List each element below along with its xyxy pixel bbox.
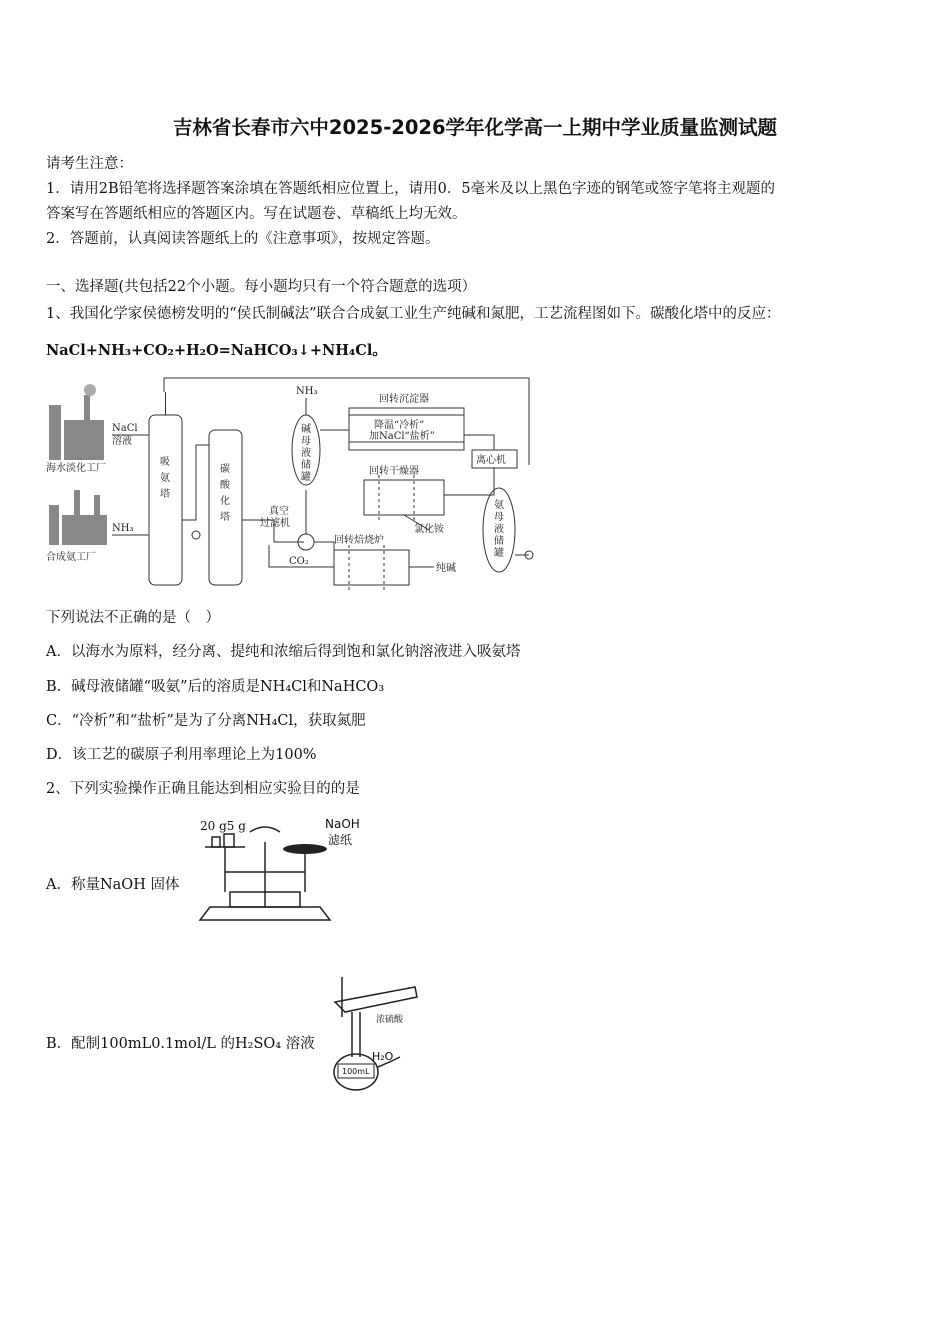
notice-item-1b: 答案写在答题纸相应的答题区内。写在试题卷、草稿纸上均无效。 xyxy=(46,206,467,222)
tank1-char-3: 液 xyxy=(301,448,311,459)
question-1-reaction: NaCl+NH₃+CO₂+H₂O=NaHCO₃↓+NH₄Cl。 xyxy=(46,342,387,359)
rotary-furnace xyxy=(334,550,409,585)
option-1d: D．该工艺的碳原子利用率理论上为100% xyxy=(46,747,317,763)
tower1-char-1: 吸 xyxy=(160,457,170,468)
tank1-char-4: 储 xyxy=(301,460,311,471)
naoh-pellets xyxy=(283,844,327,854)
tank1-char-5: 罐 xyxy=(301,472,311,483)
balance-illustration xyxy=(190,812,375,927)
filter-paper-label: 滤纸 xyxy=(328,833,353,847)
tank2-char-2: 母 xyxy=(494,512,504,523)
furnace-label: 回转焙烧炉 xyxy=(334,535,384,546)
flask-mark: 100mL xyxy=(342,1067,370,1076)
soda-label: 纯碱 xyxy=(436,563,456,574)
option-1c: C．“冷析”和“盐析”是为了分离NH₄Cl，获取氮肥 xyxy=(46,713,366,729)
nh3-top-label: NH₃ xyxy=(296,386,318,397)
tank1-char-1: 碱 xyxy=(301,424,311,435)
precipitator-line-1: 降温“冷析” xyxy=(374,420,425,431)
plant2-label: 合成氨工厂 xyxy=(46,552,96,563)
nacl-label: NaCl xyxy=(112,423,138,434)
dryer-label: 回转干燥器 xyxy=(369,466,419,477)
vacuum-label-2: 过滤机 xyxy=(260,518,290,529)
water-label: H₂O xyxy=(372,1050,394,1063)
option-1b: B．碱母液储罐“吸氨”后的溶质是NH₄Cl和NaHCO₃ xyxy=(46,679,385,695)
precipitator-line-2: 加NaCl“盐析” xyxy=(369,431,435,442)
notice-item-1a: 1．请用2B铅笔将选择题答案涂填在答题纸相应位置上，请用0．5毫米及以上黑色字迹的钢笔或签字笔将主观题的 xyxy=(46,181,776,197)
process-flow-diagram xyxy=(44,370,544,595)
desalination-plant-icon xyxy=(49,384,104,460)
co2-label: CO₂ xyxy=(289,556,309,567)
option-2b: B．配制100mL0.1mol/L 的H₂SO₄ 溶液 xyxy=(46,1036,315,1052)
tank2-char-5: 罐 xyxy=(494,548,504,559)
rotary-dryer xyxy=(364,480,444,515)
page-title: 吉林省长春市六中2025-2026学年化学高一上期中学业质量监测试题 xyxy=(172,116,778,139)
option-2a: A．称量NaOH 固体 xyxy=(46,877,180,893)
acid-label: 浓硫酸 xyxy=(376,1015,404,1025)
precipitator-title: 回转沉淀器 xyxy=(379,394,429,405)
nh3-in-label: NH₃ xyxy=(112,523,134,534)
flask-illustration xyxy=(320,972,425,1102)
nh4cl-label: 氯化铵 xyxy=(414,524,444,535)
notice-heading: 请考生注意： xyxy=(46,156,133,172)
absorption-tower xyxy=(149,415,182,585)
carbonation-tower xyxy=(209,430,242,585)
nacl-solution-label: 溶液 xyxy=(112,436,132,447)
notice-item-2: 2．答题前，认真阅读答题纸上的《注意事项》，按规定答题。 xyxy=(46,231,440,247)
tank2-char-1: 氨 xyxy=(494,500,504,511)
tower2-char-3: 化 xyxy=(220,496,230,507)
tower2-char-1: 碳 xyxy=(220,464,230,475)
plant1-label: 海水淡化工厂 xyxy=(46,463,106,474)
ammonia-plant-icon xyxy=(49,490,107,545)
centrifuge-label: 离心机 xyxy=(476,455,506,466)
tower1-char-3: 塔 xyxy=(160,489,170,500)
tower1-char-2: 氨 xyxy=(160,473,170,484)
tower2-char-4: 塔 xyxy=(220,512,230,523)
tank2-char-4: 储 xyxy=(494,536,504,547)
section-heading: 一、选择题(共包括22个小题。每小题均只有一个符合题意的选项） xyxy=(46,279,477,295)
tower2-char-2: 酸 xyxy=(220,480,230,491)
weights-label: 20 g5 g xyxy=(200,819,246,833)
tank1-char-2: 母 xyxy=(301,436,311,447)
vacuum-label-1: 真空 xyxy=(269,506,289,517)
naoh-label: NaOH xyxy=(325,817,360,831)
tank2-char-3: 液 xyxy=(494,524,504,535)
question-1-stem: 1、我国化学家侯德榜发明的“侯氏制碱法”联合合成氨工业生产纯碱和氮肥，工艺流程图如下。碳酸化塔中的反应： xyxy=(46,306,781,322)
option-1a: A．以海水为原料，经分离、提纯和浓缩后得到饱和氯化钠溶液进入吸氨塔 xyxy=(46,644,521,660)
question-1-prompt: 下列说法不正确的是（ ） xyxy=(46,610,220,626)
question-2-stem: 2、下列实验操作正确且能达到相应实验目的的是 xyxy=(46,781,360,797)
